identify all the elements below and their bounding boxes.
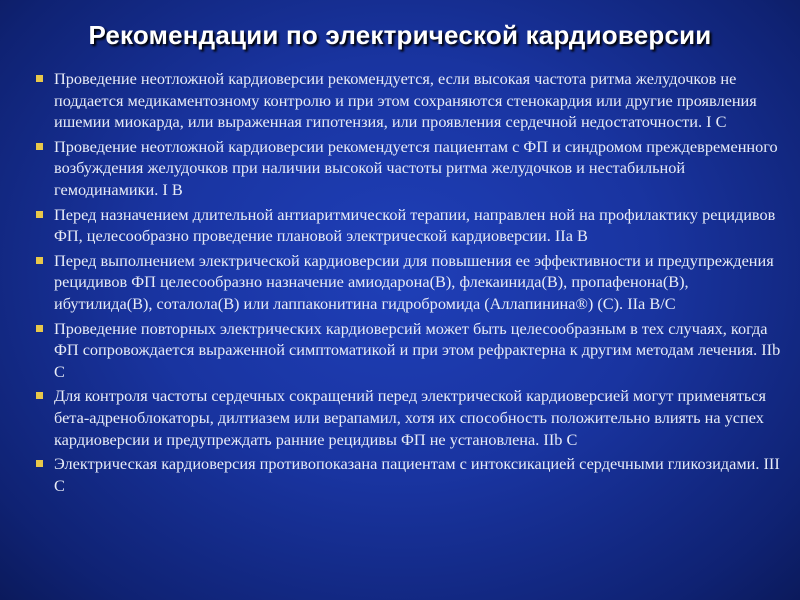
square-bullet-icon (36, 143, 43, 150)
list-item-text: Проведение неотложной кардиоверсии рекомендуется, если высокая частота ритма желудочков не поддается медикаментозному контролю и при этом сохраняются стенокардия или другие проявления ишемии миокарда, или выраженная гипотензия, или проявления сердечной недостаточности. I C (54, 69, 757, 132)
list-item (36, 318, 784, 383)
list-item-text: Проведение неотложной кардиоверсии рекомендуется пациентам с ФП и синдромом преждевременного возбуждения желудочков при наличии высокой частоты ритма желудочков и нестабильной гемодинамики. I B (54, 136, 778, 199)
square-bullet-icon (36, 211, 43, 218)
list-item (36, 68, 784, 133)
list-item (36, 136, 784, 201)
recommendation-list (36, 68, 784, 499)
list-item (36, 385, 784, 450)
list-item-text: Электрическая кардиоверсия противопоказана пациентам с интоксикацией сердечными гликозидами. III C (54, 454, 780, 495)
square-bullet-icon (36, 75, 43, 82)
square-bullet-icon (36, 460, 43, 467)
list-item (36, 204, 784, 247)
slide-title: Рекомендации по электрической кардиоверсии (88, 20, 712, 50)
list-item-text: Перед выполнением электрической кардиоверсии для повышения ее эффективности и предупреждения рецидивов ФП целесообразно назначение амиодарона(В), флекаинида(В), пропафенона(В), ибутилида(В), соталола(В) или лаппаконитина гидробромида (Аллапинина®) (С). IIa B/C (54, 250, 774, 313)
list-item-text: Перед назначением длительной антиаритмической терапии, направлен ной на профилактику рецидивов ФП, целесообразно проведение плановой электрической кардиоверсии. IIa B (54, 204, 776, 246)
list-item (36, 250, 784, 315)
list-item-text: Для контроля частоты сердечных сокращений перед электрической кардиоверсией могут применяться бета-адреноблокаторы, дилтиазем или верапамил, хотя их способность положительно влиять на успех кардиоверсии и предупреждать ранние рецидивы ФП не установлена. IIb C (54, 386, 767, 449)
list-item-text: Проведение повторных электрических кардиоверсий может быть целесообразным в тех случаях, когда ФП сопровождается выраженной симптоматикой и при этом рефрактерна к другим методам лечения. IIb C (54, 318, 781, 381)
square-bullet-icon (36, 257, 43, 264)
list-item (36, 453, 784, 496)
square-bullet-icon (36, 392, 43, 399)
square-bullet-icon (36, 325, 43, 332)
